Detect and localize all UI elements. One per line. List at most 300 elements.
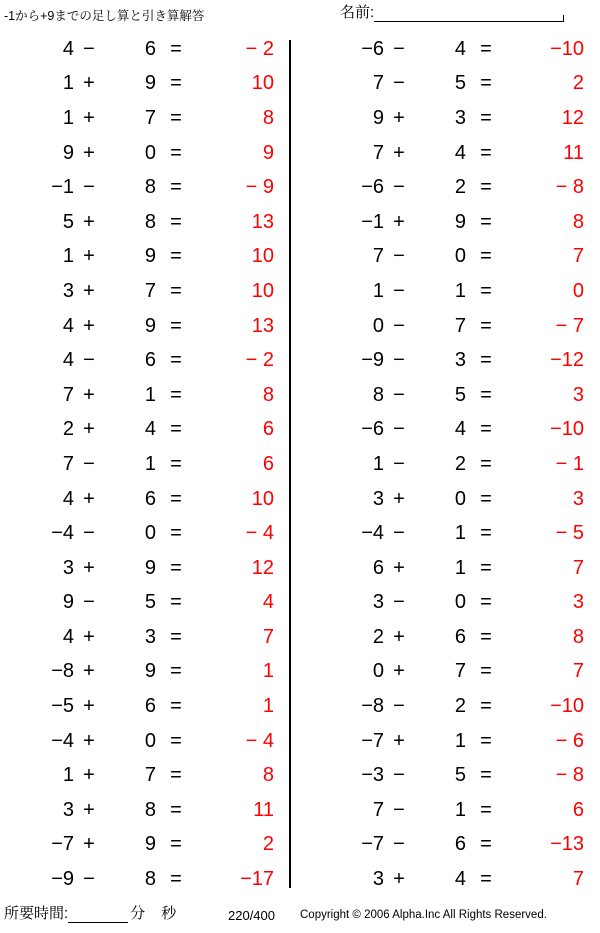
answer-value: 7 <box>262 625 274 648</box>
equals-sign: = <box>480 314 492 337</box>
operand-right: 6 <box>144 487 156 510</box>
operand-right: 1 <box>144 452 156 475</box>
seconds-unit-label: 秒 <box>161 905 177 922</box>
problem-row <box>310 101 600 136</box>
operand-left: −6 <box>361 37 384 60</box>
answer-value: − 4 <box>245 522 274 545</box>
problem-column-right <box>310 32 600 900</box>
equals-sign: = <box>170 176 182 199</box>
copyright-notice: Copyright © 2006 Alpha.Inc All Rights Reserved. <box>300 909 547 921</box>
answer-value: −12 <box>550 349 584 372</box>
operator: − <box>393 37 405 60</box>
equals-sign: = <box>170 487 182 510</box>
operand-right: 1 <box>144 383 156 406</box>
operator: + <box>83 72 95 95</box>
operator: − <box>393 798 405 821</box>
problem-row <box>0 482 290 517</box>
operand-left: 9 <box>62 591 74 614</box>
operand-left: 1 <box>62 72 74 95</box>
answer-value: 7 <box>572 556 584 579</box>
page-header <box>0 0 600 30</box>
answer-value: 7 <box>572 660 584 683</box>
time-label: 所要時間: <box>4 905 69 922</box>
operand-left: −9 <box>51 868 74 891</box>
operator: + <box>83 383 95 406</box>
operand-left: 4 <box>62 349 74 372</box>
answer-value: 3 <box>572 487 584 510</box>
equals-sign: = <box>480 591 492 614</box>
operand-left: 3 <box>372 591 384 614</box>
problem-row <box>0 309 290 344</box>
operand-left: −9 <box>361 349 384 372</box>
operand-left: 4 <box>62 625 74 648</box>
problem-row <box>310 758 600 793</box>
answer-value: 1 <box>262 660 274 683</box>
equals-sign: = <box>170 37 182 60</box>
problem-row <box>0 620 290 655</box>
answer-value: 6 <box>572 798 584 821</box>
problem-row <box>310 862 600 897</box>
operator: − <box>83 452 95 475</box>
operator: − <box>393 245 405 268</box>
equals-sign: = <box>170 660 182 683</box>
problem-row <box>310 413 600 448</box>
operand-left: −4 <box>51 522 74 545</box>
problem-row <box>310 724 600 759</box>
equals-sign: = <box>480 764 492 787</box>
operand-left: 4 <box>62 487 74 510</box>
equals-sign: = <box>170 798 182 821</box>
operator: + <box>83 695 95 718</box>
problem-row <box>0 551 290 586</box>
operator: + <box>393 625 405 648</box>
answer-value: − 9 <box>245 176 274 199</box>
equals-sign: = <box>480 660 492 683</box>
operand-left: 9 <box>62 141 74 164</box>
operand-right: 6 <box>144 349 156 372</box>
operator: − <box>393 176 405 199</box>
equals-sign: = <box>480 245 492 268</box>
equals-sign: = <box>480 452 492 475</box>
answer-value: 8 <box>262 764 274 787</box>
operand-left: 0 <box>372 660 384 683</box>
operator: − <box>83 176 95 199</box>
operand-right: 4 <box>454 37 466 60</box>
equals-sign: = <box>480 279 492 302</box>
answer-value: 11 <box>563 141 584 164</box>
answer-value: − 1 <box>555 452 584 475</box>
operator: + <box>83 210 95 233</box>
answer-value: −17 <box>240 868 274 891</box>
equals-sign: = <box>480 106 492 129</box>
equals-sign: = <box>480 418 492 441</box>
problem-row <box>310 170 600 205</box>
operator: + <box>83 487 95 510</box>
answer-value: 6 <box>262 418 274 441</box>
operand-left: 8 <box>372 383 384 406</box>
problem-row <box>0 586 290 621</box>
operand-right: 9 <box>144 833 156 856</box>
operator: + <box>393 660 405 683</box>
operator: + <box>393 210 405 233</box>
problem-row <box>310 447 600 482</box>
equals-sign: = <box>170 314 182 337</box>
equals-sign: = <box>170 522 182 545</box>
operator: − <box>393 522 405 545</box>
operator: + <box>393 868 405 891</box>
operand-left: 3 <box>62 556 74 579</box>
operand-right: 0 <box>454 487 466 510</box>
problem-row <box>0 32 290 67</box>
equals-sign: = <box>170 279 182 302</box>
problem-row <box>310 378 600 413</box>
operator: − <box>83 868 95 891</box>
problem-column-left <box>0 32 290 900</box>
problem-row <box>310 828 600 863</box>
page-footer <box>0 903 600 929</box>
operator: + <box>393 729 405 752</box>
operand-left: 6 <box>372 556 384 579</box>
answer-value: − 2 <box>245 37 274 60</box>
operand-left: 4 <box>62 314 74 337</box>
answer-value: 1 <box>262 695 274 718</box>
operator: + <box>83 106 95 129</box>
operator: + <box>393 556 405 579</box>
equals-sign: = <box>170 868 182 891</box>
problem-row <box>0 67 290 102</box>
operand-right: 7 <box>144 279 156 302</box>
operator: + <box>83 798 95 821</box>
problem-row <box>310 240 600 275</box>
operand-left: 7 <box>62 452 74 475</box>
operand-left: −7 <box>361 729 384 752</box>
operand-right: 8 <box>144 868 156 891</box>
answer-value: 0 <box>572 279 584 302</box>
operand-right: 6 <box>144 695 156 718</box>
problem-row <box>0 205 290 240</box>
equals-sign: = <box>480 833 492 856</box>
operator: − <box>393 72 405 95</box>
operand-right: 9 <box>454 210 466 233</box>
operand-left: 3 <box>62 279 74 302</box>
operand-right: 0 <box>144 141 156 164</box>
operand-right: 9 <box>144 245 156 268</box>
problem-row <box>310 136 600 171</box>
operand-right: 2 <box>454 176 466 199</box>
operator: + <box>83 279 95 302</box>
name-input-line[interactable] <box>374 4 564 22</box>
operator: − <box>393 833 405 856</box>
page-title: -1から+9までの足し算と引き算解答 <box>4 9 205 23</box>
operand-left: −4 <box>361 522 384 545</box>
problem-row <box>310 620 600 655</box>
operator: + <box>83 314 95 337</box>
operator: + <box>83 418 95 441</box>
operand-left: −6 <box>361 176 384 199</box>
operator: − <box>393 418 405 441</box>
problem-row <box>310 551 600 586</box>
operand-right: 1 <box>454 522 466 545</box>
problem-row <box>0 758 290 793</box>
answer-value: − 7 <box>555 314 584 337</box>
operand-left: 3 <box>372 868 384 891</box>
equals-sign: = <box>170 591 182 614</box>
problem-row <box>0 170 290 205</box>
minutes-unit-label: 分 <box>130 905 146 922</box>
operator: + <box>83 660 95 683</box>
operand-left: 3 <box>372 487 384 510</box>
operand-right: 4 <box>454 418 466 441</box>
operand-right: 9 <box>144 660 156 683</box>
operand-left: 1 <box>372 279 384 302</box>
operator: + <box>83 764 95 787</box>
operand-left: −5 <box>51 695 74 718</box>
equals-sign: = <box>170 349 182 372</box>
equals-sign: = <box>170 141 182 164</box>
problem-row <box>310 482 600 517</box>
equals-sign: = <box>480 695 492 718</box>
equals-sign: = <box>170 729 182 752</box>
operator: + <box>83 245 95 268</box>
equals-sign: = <box>480 37 492 60</box>
problem-row <box>0 689 290 724</box>
operand-right: 3 <box>454 349 466 372</box>
operand-left: −7 <box>51 833 74 856</box>
problem-row <box>310 205 600 240</box>
equals-sign: = <box>480 487 492 510</box>
operand-left: 1 <box>372 452 384 475</box>
problem-row <box>310 309 600 344</box>
problem-row <box>0 655 290 690</box>
problem-row <box>0 793 290 828</box>
operand-right: 4 <box>454 141 466 164</box>
operator: − <box>393 452 405 475</box>
operand-right: 5 <box>454 72 466 95</box>
equals-sign: = <box>480 625 492 648</box>
operator: − <box>83 522 95 545</box>
equals-sign: = <box>480 210 492 233</box>
answer-value: 8 <box>262 383 274 406</box>
equals-sign: = <box>480 868 492 891</box>
operand-left: 0 <box>372 314 384 337</box>
operator: + <box>393 106 405 129</box>
operand-right: 3 <box>144 625 156 648</box>
operand-right: 8 <box>144 210 156 233</box>
operand-right: 2 <box>454 452 466 475</box>
operator: − <box>393 591 405 614</box>
operand-left: −8 <box>51 660 74 683</box>
equals-sign: = <box>480 349 492 372</box>
equals-sign: = <box>480 72 492 95</box>
operand-left: 3 <box>62 798 74 821</box>
answer-value: − 2 <box>245 349 274 372</box>
answer-value: 8 <box>572 210 584 233</box>
operator: − <box>83 349 95 372</box>
answer-value: − 6 <box>555 729 584 752</box>
operand-right: 5 <box>454 764 466 787</box>
operand-left: −6 <box>361 418 384 441</box>
problem-row <box>310 793 600 828</box>
operator: − <box>393 314 405 337</box>
operand-left: 2 <box>62 418 74 441</box>
problem-row <box>310 32 600 67</box>
operand-right: 8 <box>144 176 156 199</box>
operand-left: −4 <box>51 729 74 752</box>
operator: − <box>393 764 405 787</box>
operand-left: 7 <box>372 798 384 821</box>
operator: + <box>83 625 95 648</box>
equals-sign: = <box>170 764 182 787</box>
operator: − <box>393 695 405 718</box>
operand-right: 8 <box>144 798 156 821</box>
answer-value: 13 <box>251 314 274 337</box>
answer-value: 7 <box>572 868 584 891</box>
operand-right: 5 <box>454 383 466 406</box>
operand-right: 6 <box>454 833 466 856</box>
problem-row <box>310 655 600 690</box>
operand-right: 6 <box>454 625 466 648</box>
answer-value: 3 <box>572 383 584 406</box>
answer-value: − 8 <box>555 764 584 787</box>
operator: + <box>83 833 95 856</box>
operand-right: 6 <box>144 37 156 60</box>
equals-sign: = <box>170 210 182 233</box>
answer-value: 12 <box>251 556 274 579</box>
equals-sign: = <box>170 452 182 475</box>
answer-value: 10 <box>251 72 274 95</box>
operand-right: 0 <box>454 591 466 614</box>
operand-left: 1 <box>62 106 74 129</box>
equals-sign: = <box>170 695 182 718</box>
answer-value: −10 <box>550 695 584 718</box>
problem-row <box>310 689 600 724</box>
operand-left: −8 <box>361 695 384 718</box>
answer-value: − 8 <box>555 176 584 199</box>
operand-left: 7 <box>372 245 384 268</box>
name-line-tick <box>563 15 564 22</box>
operand-right: 7 <box>144 106 156 129</box>
equals-sign: = <box>170 72 182 95</box>
answer-value: 10 <box>251 487 274 510</box>
operator: + <box>83 141 95 164</box>
answer-value: 4 <box>262 591 274 614</box>
problem-row <box>0 516 290 551</box>
operand-left: 7 <box>372 141 384 164</box>
answer-value: 2 <box>262 833 274 856</box>
operand-right: 2 <box>454 695 466 718</box>
operand-right: 4 <box>454 868 466 891</box>
equals-sign: = <box>480 798 492 821</box>
operand-right: 9 <box>144 314 156 337</box>
equals-sign: = <box>480 141 492 164</box>
answer-value: − 5 <box>555 522 584 545</box>
equals-sign: = <box>170 418 182 441</box>
equals-sign: = <box>170 106 182 129</box>
problem-row <box>0 240 290 275</box>
page-number: 220/400 <box>228 908 275 923</box>
operand-right: 1 <box>454 798 466 821</box>
answer-value: 8 <box>262 106 274 129</box>
operand-right: 5 <box>144 591 156 614</box>
problem-row <box>310 586 600 621</box>
equals-sign: = <box>480 556 492 579</box>
problem-row <box>0 828 290 863</box>
problem-row <box>0 724 290 759</box>
operand-right: 0 <box>144 522 156 545</box>
answer-value: 12 <box>561 106 584 129</box>
answer-value: 10 <box>251 279 274 302</box>
problem-row <box>0 274 290 309</box>
operand-right: 1 <box>454 279 466 302</box>
operand-right: 9 <box>144 556 156 579</box>
operand-right: 1 <box>454 556 466 579</box>
problem-columns <box>0 32 600 900</box>
problem-row <box>310 274 600 309</box>
answer-value: 3 <box>572 591 584 614</box>
time-required-block <box>4 905 176 923</box>
equals-sign: = <box>170 383 182 406</box>
operand-left: 1 <box>62 764 74 787</box>
operator: − <box>393 279 405 302</box>
operand-right: 7 <box>144 764 156 787</box>
problem-row <box>310 516 600 551</box>
operator: + <box>393 487 405 510</box>
operand-right: 9 <box>144 72 156 95</box>
operand-right: 7 <box>454 314 466 337</box>
operator: + <box>83 556 95 579</box>
minutes-input-line[interactable] <box>68 905 128 923</box>
operand-right: 3 <box>454 106 466 129</box>
operator: + <box>393 141 405 164</box>
operand-left: 4 <box>62 37 74 60</box>
operand-left: −1 <box>361 210 384 233</box>
equals-sign: = <box>480 383 492 406</box>
operand-right: 1 <box>454 729 466 752</box>
equals-sign: = <box>480 522 492 545</box>
equals-sign: = <box>480 176 492 199</box>
column-divider <box>289 40 291 888</box>
problem-row <box>0 447 290 482</box>
operator: + <box>83 729 95 752</box>
answer-value: 13 <box>251 210 274 233</box>
problem-row <box>0 862 290 897</box>
answer-value: −10 <box>550 37 584 60</box>
equals-sign: = <box>170 245 182 268</box>
operand-left: 7 <box>62 383 74 406</box>
answer-value: 9 <box>262 141 274 164</box>
answer-value: −10 <box>550 418 584 441</box>
problem-row <box>0 101 290 136</box>
operator: − <box>83 591 95 614</box>
operand-left: −3 <box>361 764 384 787</box>
equals-sign: = <box>170 625 182 648</box>
problem-row <box>310 67 600 102</box>
problem-row <box>0 343 290 378</box>
operand-left: 1 <box>62 245 74 268</box>
operand-left: −1 <box>51 176 74 199</box>
answer-value: − 4 <box>245 729 274 752</box>
problem-row <box>310 343 600 378</box>
answer-value: 8 <box>572 625 584 648</box>
operand-left: 9 <box>372 106 384 129</box>
operand-left: 5 <box>62 210 74 233</box>
answer-value: −13 <box>550 833 584 856</box>
problem-row <box>0 136 290 171</box>
equals-sign: = <box>170 833 182 856</box>
operand-left: −7 <box>361 833 384 856</box>
equals-sign: = <box>480 729 492 752</box>
operand-right: 4 <box>144 418 156 441</box>
